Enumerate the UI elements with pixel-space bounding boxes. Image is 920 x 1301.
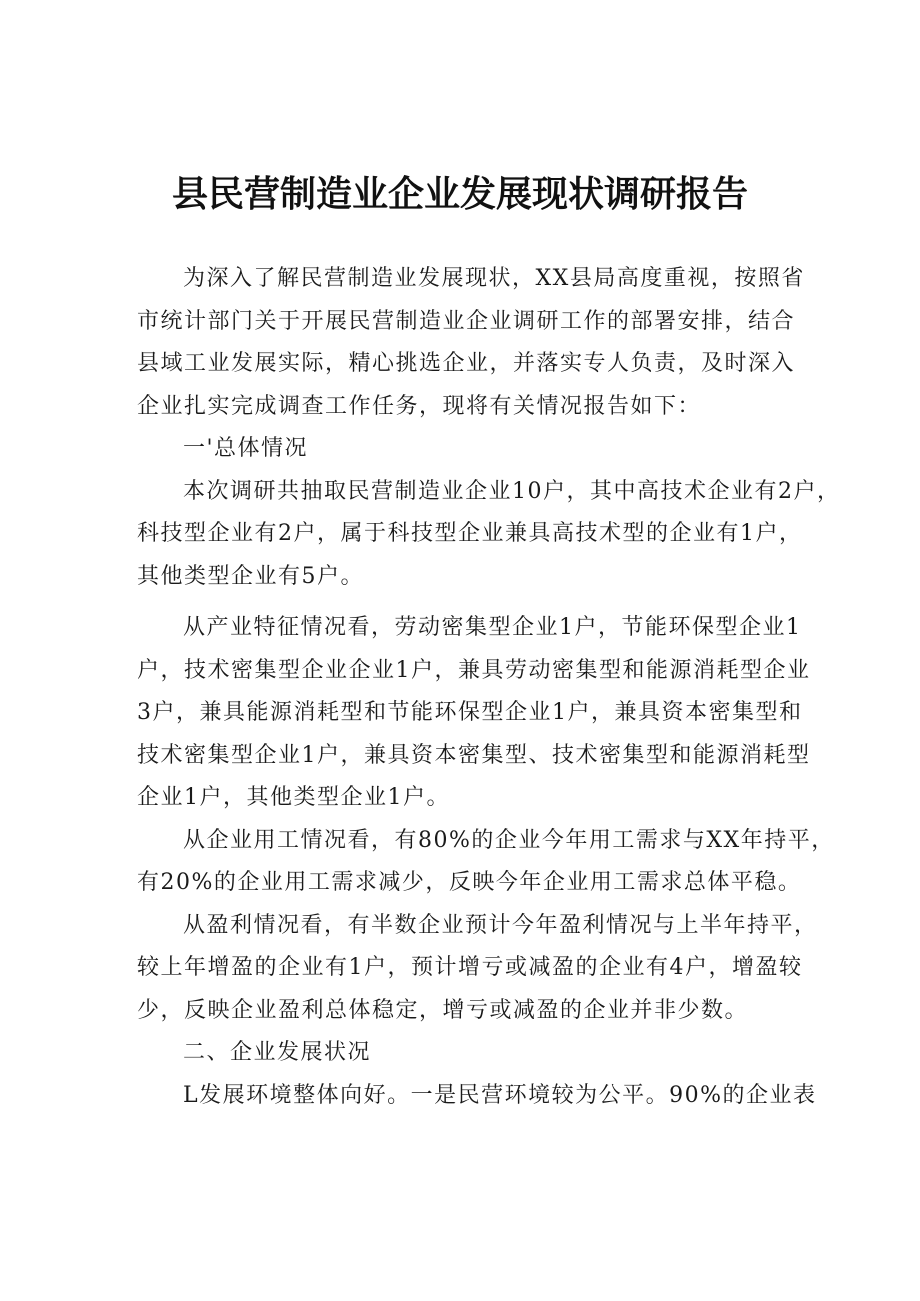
paragraph-line: L发展环境整体向好。一是民营环境较为公平。90%的企业表 [183,1082,817,1108]
paragraph-line: 本次调研共抽取民营制造业企业10户，其中高技术企业有2户， [183,478,841,504]
document-title: 县民营制造业企业发展现状调研报告 [171,174,748,215]
section-heading: 二、企业发展状况 [183,1040,372,1065]
paragraph-line: 企业扎实完成调查工作任务，现将有关情况报告如下： [137,393,702,419]
paragraph-line: 少，反映企业盈利总体稳定，增亏或减盈的企业并非少数。 [137,997,749,1023]
paragraph-gap [137,598,797,607]
paragraph-line: 科技型企业有2户，属于科技型企业兼具高技术型的企业有1户， [137,521,803,546]
section-heading: 一'总体情况 [183,436,309,461]
paragraph-line: 有20%的企业用工需求减少，反映今年企业用工需求总体平稳。 [137,870,802,895]
paragraph-line: 技术密集型企业1户，兼具资本密集型、技术密集型和能源消耗型 [137,742,811,768]
paragraph-line: 为深入了解民营制造业发展现状，XX县局高度重视，按照省 [183,266,805,291]
paragraph-line: 较上年增盈的企业有1户，预计增亏或减盈的企业有4户，增盈较 [137,955,803,980]
paragraph-line: 户，技术密集型企业企业1户，兼具劳动密集型和能源消耗型企业 [137,657,811,683]
paragraph-line: 从产业特征情况看，劳动密集型企业1户，节能环保型企业1 [183,615,802,640]
paragraph-line: 从盈利情况看，有半数企业预计今年盈利情况与上半年持平， [183,912,818,938]
paragraph-line: 从企业用工情况看，有80%的企业今年用工需求与XX年持平， [183,827,835,853]
paragraph-line: 市统计部门关于开展民营制造业企业调研工作的部署安排，结合 [137,308,796,334]
paragraph-line: 其他类型企业有5户。 [137,563,364,589]
paragraph-line: 县域工业发展实际，精心挑选企业，并落实专人负责，及时深入 [137,351,796,376]
document-body [137,258,841,1117]
paragraph-line: 3户，兼具能源消耗型和节能环保型企业1户，兼具资本密集型和 [137,700,803,725]
paragraph-line: 企业1户，其他类型企业1户。 [137,785,450,810]
